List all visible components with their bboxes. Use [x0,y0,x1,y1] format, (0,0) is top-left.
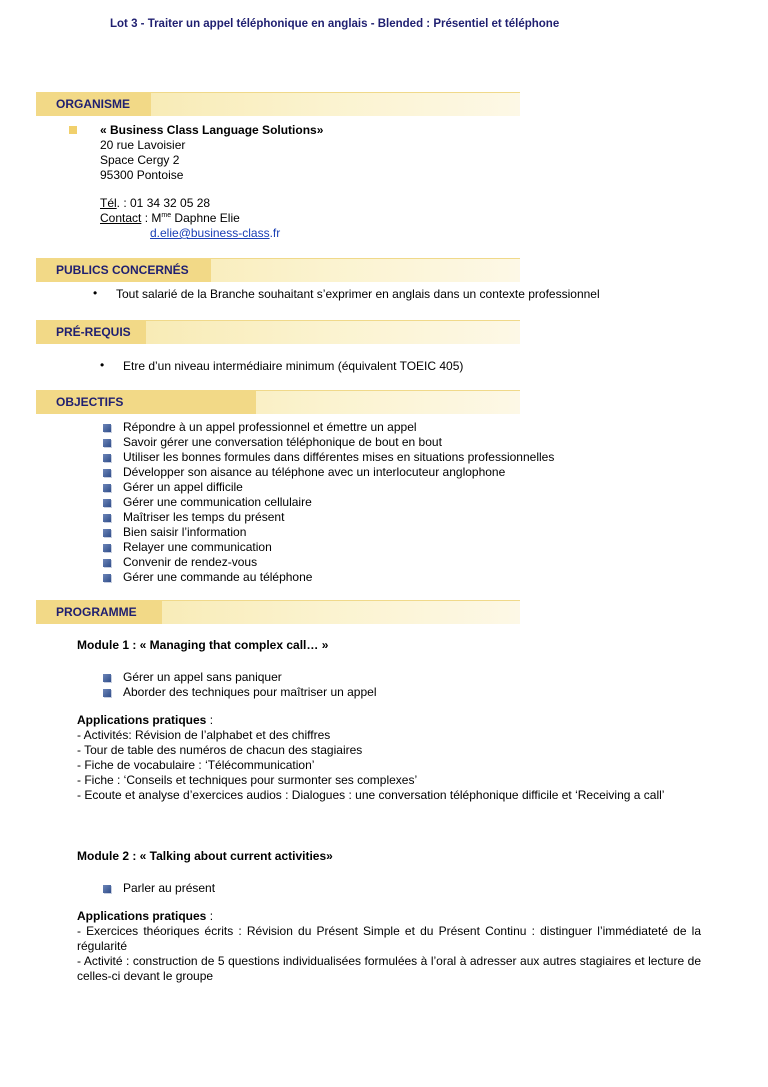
square-bullet-icon [103,469,111,477]
organisme-name: « Business Class Language Solutions» [100,123,324,137]
square-bullet-icon [103,574,111,582]
tel-label: Tél [100,196,117,210]
publics-item: Tout salarié de la Branche souhaitant s’exprimer en anglais dans un contexte professionnel [116,287,600,301]
module-1-line: - Ecoute et analyse d’exercices audios : Dialogues : une conversation téléphonique difficile et ‘Receiving a call’ [77,788,665,802]
section-prerequis-bar [36,320,520,344]
module-2-applications-heading [77,909,213,924]
contact-prefix: : M [141,211,162,225]
section-programme-bar [36,600,520,624]
applications-label: Applications pratiques [77,713,207,727]
module-2-title: Module 2 : « Talking about current activities» [77,849,333,863]
module-1-item: Aborder des techniques pour maîtriser un appel [123,685,377,699]
square-bullet-icon [103,514,111,522]
objectif-item: Développer son aisance au téléphone avec un interlocuteur anglophone [123,465,506,479]
module-1-line: - Fiche de vocabulaire : ‘Télécommunication’ [77,758,315,772]
module-1-line: - Activités: Révision de l’alphabet et des chiffres [77,728,331,742]
square-bullet-icon [103,689,111,697]
objectif-item: Relayer une communication [123,540,272,554]
square-bullet-icon [103,529,111,537]
square-bullet-icon [103,484,111,492]
square-bullet-icon [103,439,111,447]
module-1-line: - Fiche : ‘Conseils et techniques pour surmonter ses complexes’ [77,773,418,787]
objectif-item: Bien saisir l’information [123,525,247,539]
square-bullet-icon [103,885,111,893]
contact-name: Daphne Elie [171,211,240,225]
objectif-item: Savoir gérer une conversation téléphonique de bout en bout [123,435,442,449]
contact-label: Contact [100,211,142,225]
prerequis-item: Etre d’un niveau intermédiaire minimum (équivalent TOEIC 405) [123,359,464,373]
bullet-icon: • [93,286,98,300]
square-bullet-icon [103,559,111,567]
applications-colon: : [206,713,214,727]
objectif-item: Gérer une commande au téléphone [123,570,313,584]
applications-colon: : [206,909,214,923]
section-publics-bar [36,258,520,282]
objectif-item: Répondre à un appel professionnel et émettre un appel [123,420,417,434]
module-1-title: Module 1 : « Managing that complex call… » [77,638,329,652]
bullet-icon: • [100,358,105,372]
organisme-telephone [100,196,210,211]
section-objectifs-bar [36,390,520,414]
tel-value: . : 01 34 32 05 28 [116,196,211,210]
objectif-item: Utiliser les bonnes formules dans différentes mises en situations professionnelles [123,450,555,464]
module-1-line: - Tour de table des numéros de chacun des stagiaires [77,743,363,757]
document-title: Lot 3 - Traiter un appel téléphonique en anglais - Blended : Présentiel et téléphone [110,18,560,30]
section-heading-prerequis: PRÉ-REQUIS [36,320,146,344]
square-bullet-icon [103,674,111,682]
module-2-line: - Activité : construction de 5 questions individualisées formulées à l’oral à adresser aux autres stagiaires et lecture de celles-ci devant le groupe [77,954,701,983]
section-organisme-bar [36,92,520,116]
square-bullet-icon [103,454,111,462]
organisme-address-building: Space Cergy 2 [100,153,180,167]
objectif-item: Gérer une communication cellulaire [123,495,312,509]
objectif-item: Gérer un appel difficile [123,480,243,494]
square-bullet-icon [103,544,111,552]
email-link[interactable]: d.elie@business-class [150,226,270,240]
organisme-address-city: 95300 Pontoise [100,168,184,182]
email-tld: .fr [269,226,281,240]
section-heading-publics: PUBLICS CONCERNÉS [36,258,211,282]
section-heading-organisme: ORGANISME [36,92,151,116]
module-1-applications-heading [77,713,213,728]
square-bullet-icon [103,424,111,432]
organisme-contact [100,211,240,226]
module-1-item: Gérer un appel sans paniquer [123,670,282,684]
objectif-item: Maîtriser les temps du présent [123,510,285,524]
applications-label: Applications pratiques [77,909,207,923]
square-bullet-icon [69,126,77,134]
organisme-address-street: 20 rue Lavoisier [100,138,186,152]
objectif-item: Convenir de rendez-vous [123,555,258,569]
square-bullet-icon [103,499,111,507]
module-2-line: - Exercices théoriques écrits : Révision du Présent Simple et du Présent Continu : distinguer l’immédiateté de la régularité [77,924,701,953]
contact-title-sup: me [161,212,172,219]
module-2-item: Parler au présent [123,881,216,895]
organisme-email[interactable] [150,226,280,241]
section-heading-programme: PROGRAMME [36,600,162,624]
section-heading-objectifs: OBJECTIFS [36,390,256,414]
